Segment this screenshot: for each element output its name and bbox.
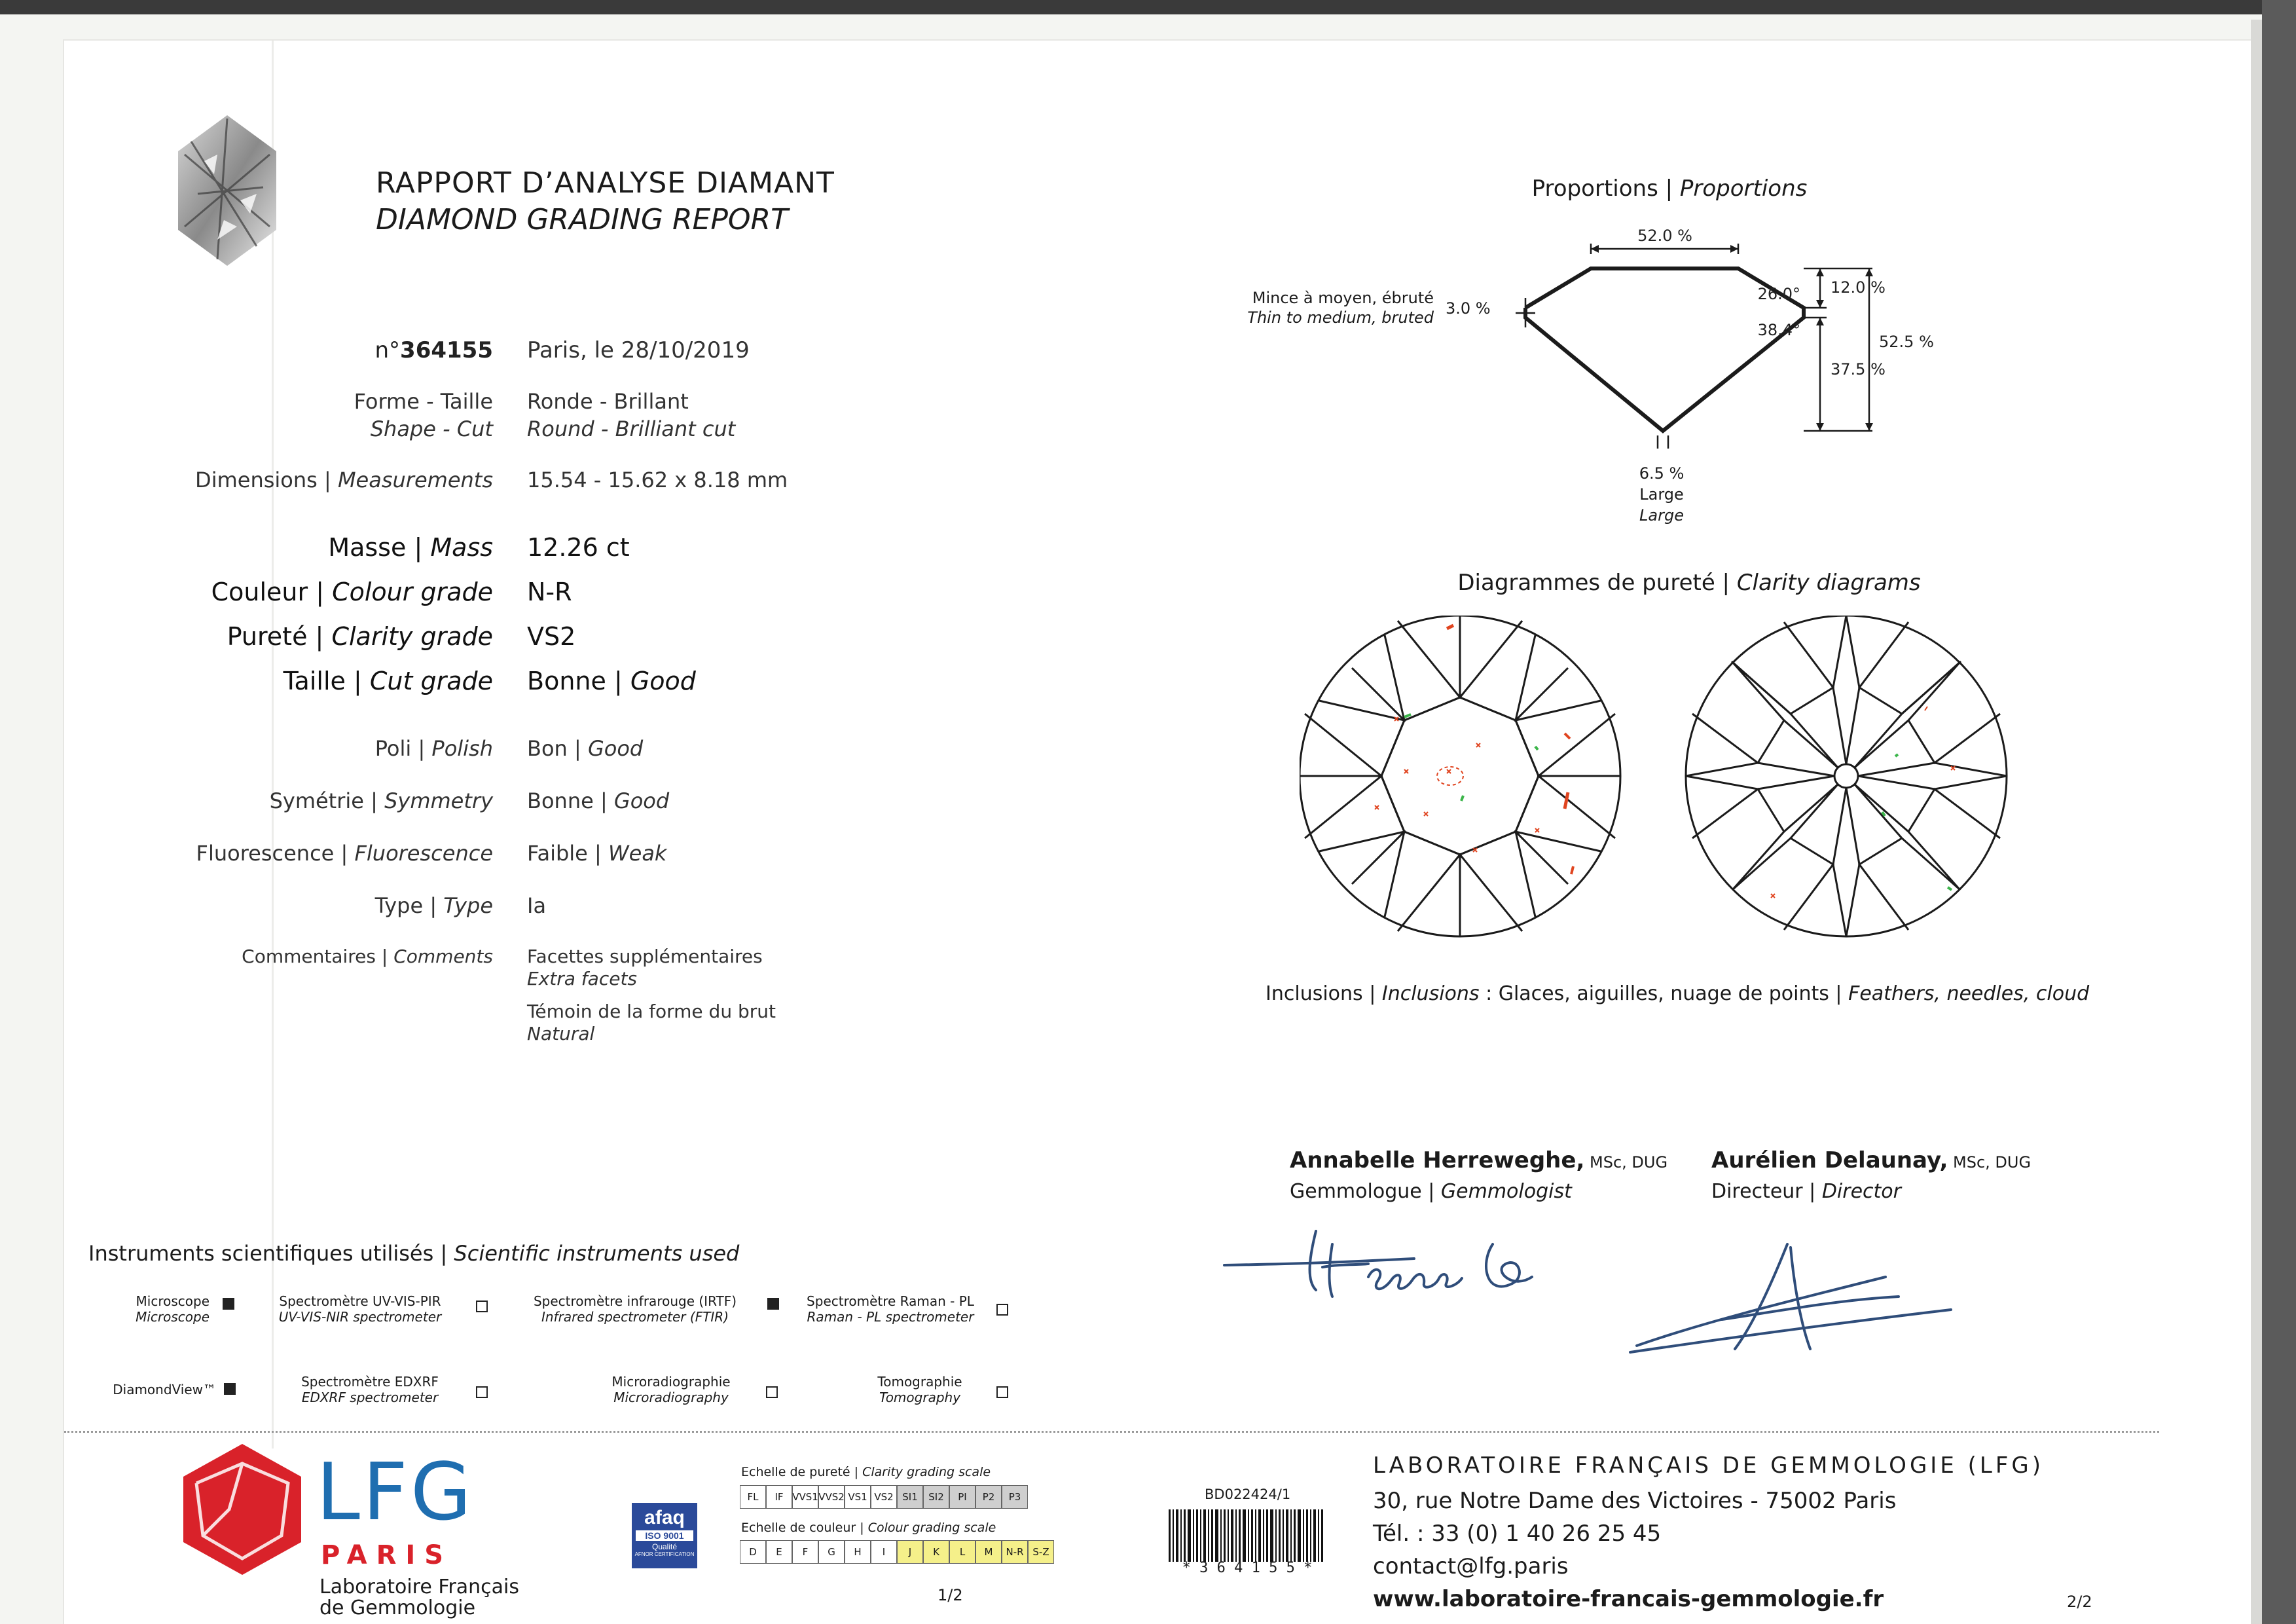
colour-scale-cell: N-R: [1002, 1540, 1028, 1564]
lab-website: www.laboratoire-francais-gemmologie.fr: [1373, 1586, 1884, 1612]
clarity-scale-cell: P2: [975, 1485, 1002, 1509]
cut-label: [48, 667, 493, 695]
fluorescence-value-en: Weak: [608, 841, 667, 866]
proportions-diagram: [1506, 223, 1964, 458]
barcode-text: * 3 6 4 1 5 5 *: [1182, 1560, 1313, 1576]
pavilion-view-diagram: [1686, 616, 2007, 936]
clarity-scale-cell: PI: [949, 1485, 975, 1509]
lfg-logo-sub1: Laboratoire Français: [319, 1576, 519, 1598]
symmetry-label-fr: Symétrie |: [269, 788, 385, 813]
colour-scale-title-fr: Echelle de couleur |: [741, 1521, 868, 1535]
culet-value: 6.5 %: [1639, 464, 1685, 483]
mass-label-en: Mass: [430, 533, 493, 562]
signatory-2-role: [1711, 1180, 2031, 1203]
scan-right-edge: [2262, 0, 2296, 1624]
instrument-7-en: Microradiography: [613, 1390, 729, 1405]
clarity-label-fr: Pureté |: [227, 622, 332, 651]
polish-label: [48, 736, 493, 761]
type-label: [48, 893, 493, 918]
colour-scale-title-en: Colour grading scale: [867, 1521, 996, 1535]
page-number-left: 1/2: [938, 1586, 963, 1604]
shape-value-fr: Ronde - Brillant: [527, 389, 689, 414]
lfg-logo-subtitle: [319, 1577, 519, 1619]
comments-list: [527, 946, 776, 1045]
mass-label: [48, 533, 493, 562]
shape-label-fr: Forme - Taille: [354, 389, 493, 414]
pavilion-angle: 38.4°: [1757, 321, 1800, 339]
comment-item-fr: Facettes supplémentaires: [527, 946, 763, 967]
colour-scale-cell: F: [792, 1540, 818, 1564]
mass-value: 12.26 ct: [527, 533, 630, 562]
colour-scale-cell: L: [949, 1540, 975, 1564]
symmetry-value-fr: Bonne |: [527, 788, 614, 813]
comment-item-en: Natural: [527, 1023, 595, 1044]
girdle-label-en: Thin to medium, bruted: [1247, 308, 1434, 327]
fluorescence-label: [48, 841, 493, 866]
signature-block-2: [1711, 1147, 2031, 1203]
lab-name: LABORATOIRE FRANÇAIS DE GEMMOLOGIE (LFG): [1373, 1452, 2044, 1479]
signature-block-1: [1290, 1147, 1667, 1203]
polish-value-en: Good: [587, 736, 644, 761]
symmetry-value: [527, 788, 669, 813]
clarity-scale-title: [741, 1465, 991, 1479]
scan-top-edge: [0, 0, 2296, 14]
signatory-1-role: [1290, 1180, 1667, 1203]
colour-label-en: Colour grade: [332, 578, 493, 606]
signatory-2-name: Aurélien Delaunay,: [1711, 1147, 1948, 1173]
shape-value-en: Round - Brilliant cut: [527, 416, 736, 441]
report-number-prefix: n°: [374, 337, 401, 363]
instruments-title: [88, 1241, 739, 1266]
pavilion-depth: 37.5 %: [1831, 360, 1886, 378]
clarity-scale-cell: SI1: [897, 1485, 923, 1509]
signatory-2: [1711, 1147, 2031, 1173]
clarity-scale-cell: VVS2: [818, 1485, 845, 1509]
clarity-diagrams: [1300, 616, 2033, 943]
colour-scale-cell: D: [740, 1540, 766, 1564]
clarity-scale-cell: SI2: [923, 1485, 949, 1509]
culet-label-en: Large: [1639, 506, 1684, 525]
instrument-4-en: Raman - PL spectrometer: [807, 1309, 974, 1325]
instrument-tomography: [851, 1374, 989, 1405]
afaq-bottom: AFNOR CERTIFICATION: [634, 1551, 695, 1557]
symmetry-value-en: Good: [613, 788, 670, 813]
clarity-scale-cell: VS2: [871, 1485, 897, 1509]
comment-item-fr: Témoin de la forme du brut: [527, 1001, 776, 1022]
afaq-top: afaq: [644, 1507, 685, 1528]
lab-email: contact@lfg.paris: [1373, 1553, 1569, 1579]
title-en: DIAMOND GRADING REPORT: [376, 203, 788, 236]
instrument-6-fr: Spectromètre EDXRF: [301, 1374, 439, 1390]
instrument-4-fr: Spectromètre Raman - PL: [807, 1293, 974, 1309]
measurements-value: 15.54 - 15.62 x 8.18 mm: [527, 468, 788, 492]
cut-label-fr: Taille |: [283, 667, 370, 695]
proportions-title: [1375, 175, 1964, 202]
signature-director: [1624, 1238, 1964, 1369]
instrument-8-fr: Tomographie: [877, 1374, 962, 1390]
measurements-label: [48, 468, 493, 492]
instrument-5-checkbox: [224, 1382, 236, 1395]
barcode-reference: BD022424/1: [1205, 1486, 1291, 1502]
culet-label: [1596, 463, 1727, 526]
symmetry-label-en: Symmetry: [384, 788, 493, 813]
colour-scale-cell: J: [897, 1540, 923, 1564]
instruments-title-fr: Instruments scientifiques utilisés |: [88, 1241, 454, 1266]
clarity-scale-title-en: Clarity grading scale: [862, 1465, 991, 1479]
lfg-logo-text: LFG: [316, 1447, 474, 1538]
measurements-label-fr: Dimensions |: [195, 468, 338, 492]
polish-value: [527, 736, 643, 761]
afaq-sub: Qualité: [651, 1542, 678, 1551]
instrument-diamondview: [85, 1382, 216, 1397]
instrument-2-en: UV-VIS-NIR spectrometer: [278, 1309, 442, 1325]
signatory-1: [1290, 1147, 1667, 1173]
scan-right-edge-light: [2251, 20, 2262, 1624]
polish-label-fr: Poli |: [374, 736, 432, 761]
lfg-logo-city: PARIS: [321, 1540, 453, 1570]
clarity-label-en: Clarity grade: [331, 622, 493, 651]
colour-scale-cell: S-Z: [1028, 1540, 1054, 1564]
type-value: Ia: [527, 893, 547, 918]
cut-value-en: Good: [630, 667, 696, 695]
instrument-edxrf: [282, 1374, 458, 1405]
lfg-logo-icon: [183, 1444, 301, 1575]
clarity-scale-cell: VS1: [845, 1485, 871, 1509]
instrument-1-en: Microscope: [136, 1309, 210, 1325]
colour-scale-cell: H: [845, 1540, 871, 1564]
page-number-right: 2/2: [2067, 1593, 2092, 1611]
colour-value: N-R: [527, 578, 572, 606]
lfg-logo-sub2: de Gemmologie: [319, 1596, 476, 1619]
instrument-1-fr: Microscope: [136, 1293, 210, 1309]
instruments-title-en: Scientific instruments used: [454, 1241, 740, 1266]
instrument-4-checkbox: [996, 1302, 1008, 1316]
girdle-label: [1152, 288, 1434, 327]
lab-phone: Tél. : 33 (0) 1 40 26 25 45: [1373, 1521, 1662, 1547]
fluorescence-label-fr: Fluorescence |: [196, 841, 355, 866]
instrument-7-fr: Microradiographie: [611, 1374, 731, 1390]
comment-item-en: Extra facets: [527, 968, 638, 989]
clarity-diagrams-title-fr: Diagrammes de pureté |: [1457, 570, 1737, 596]
polish-value-fr: Bon |: [527, 736, 588, 761]
instrument-6-checkbox: [476, 1385, 488, 1398]
title-fr: RAPPORT D’ANALYSE DIAMANT: [376, 166, 835, 200]
colour-scale-cell: E: [766, 1540, 792, 1564]
inclusions-label-en: Inclusions: [1381, 982, 1480, 1005]
lab-address: 30, rue Notre Dame des Victoires - 75002 Paris: [1373, 1488, 1897, 1514]
instrument-microradiography: [583, 1374, 759, 1405]
table-percent: 52.0 %: [1637, 227, 1692, 245]
clarity-scale-cell: P3: [1002, 1485, 1028, 1509]
instrument-5-fr: DiamondView™: [113, 1382, 216, 1397]
clarity-value: VS2: [527, 622, 576, 651]
comments-label-fr: Commentaires |: [242, 946, 394, 967]
signatory-2-role-en: Director: [1821, 1180, 1901, 1203]
fluorescence-value: [527, 841, 666, 866]
instrument-ftir: [517, 1293, 753, 1325]
colour-scale-cell: I: [871, 1540, 897, 1564]
proportions-title-fr: Proportions |: [1531, 175, 1680, 202]
inclusions-line: [1266, 982, 2089, 1005]
signatory-2-role-fr: Directeur |: [1711, 1180, 1822, 1203]
inclusions-fr: : Glaces, aiguilles, nuage de points |: [1479, 982, 1849, 1005]
clarity-scale-cell: FL: [740, 1485, 766, 1509]
polish-label-en: Polish: [431, 736, 493, 761]
instrument-7-checkbox: [766, 1385, 778, 1398]
cut-label-en: Cut grade: [369, 667, 493, 695]
cut-value: [527, 667, 696, 695]
diamond-photo-icon: [178, 115, 276, 266]
mass-label-fr: Masse |: [328, 533, 431, 562]
instrument-2-fr: Spectromètre UV-VIS-PIR: [279, 1293, 441, 1309]
crown-view-diagram: [1300, 616, 1620, 936]
instrument-6-en: EDXRF spectrometer: [301, 1390, 439, 1405]
colour-label: [48, 578, 493, 606]
colour-scale-title: [741, 1521, 996, 1535]
symmetry-label: [48, 788, 493, 813]
instrument-uv-vis-nir: [262, 1293, 458, 1325]
type-label-en: Type: [443, 893, 493, 918]
shape-label-en: Shape - Cut: [370, 416, 493, 441]
signatory-1-role-en: Gemmologist: [1440, 1180, 1572, 1203]
signature-gemmologist: [1218, 1218, 1558, 1310]
clarity-scale-cell: VVS1: [792, 1485, 818, 1509]
clarity-label: [48, 622, 493, 651]
clarity-scale-cell: IF: [766, 1485, 792, 1509]
afaq-mid: ISO 9001: [636, 1530, 693, 1541]
girdle-value: 3.0 %: [1446, 299, 1491, 318]
barcode: [1169, 1509, 1326, 1562]
crown-height: 12.0 %: [1831, 278, 1886, 297]
instrument-2-checkbox: [476, 1299, 488, 1312]
proportions-title-en: Proportions: [1679, 175, 1808, 202]
colour-scale: [740, 1540, 1054, 1564]
clarity-diagrams-title-en: Clarity diagrams: [1736, 570, 1921, 596]
comments-label: [48, 946, 493, 967]
girdle-label-fr: Mince à moyen, ébruté: [1252, 289, 1434, 307]
fluorescence-value-fr: Faible |: [527, 841, 608, 866]
crown-angle: 26.0°: [1757, 285, 1800, 303]
report-number-value: 364155: [400, 337, 493, 363]
clarity-diagrams-title: [1296, 570, 2082, 596]
cut-value-fr: Bonne |: [527, 667, 630, 695]
total-depth: 52.5 %: [1879, 333, 1934, 351]
culet-label-fr: Large: [1639, 485, 1684, 504]
instrument-3-fr: Spectromètre infrarouge (IRTF): [533, 1293, 737, 1309]
signatory-1-role-fr: Gemmologue |: [1290, 1180, 1441, 1203]
colour-label-fr: Couleur |: [211, 578, 333, 606]
clarity-scale: [740, 1485, 1028, 1509]
colour-scale-cell: G: [818, 1540, 845, 1564]
place-date: Paris, le 28/10/2019: [527, 337, 750, 363]
clarity-scale-title-fr: Echelle de pureté |: [741, 1465, 863, 1479]
instrument-1-checkbox: [223, 1297, 234, 1310]
instrument-8-checkbox: [996, 1385, 1008, 1398]
afaq-iso-badge: [632, 1503, 697, 1568]
instrument-3-checkbox: [767, 1297, 779, 1310]
signatory-1-name: Annabelle Herreweghe,: [1290, 1147, 1585, 1173]
comments-label-en: Comments: [393, 946, 493, 967]
instrument-3-en: Infrared spectrometer (FTIR): [541, 1309, 729, 1325]
footer-divider: [64, 1431, 2159, 1433]
colour-scale-cell: K: [923, 1540, 949, 1564]
type-label-fr: Type |: [374, 893, 444, 918]
report-number: [39, 337, 493, 363]
instrument-microscope: [105, 1293, 210, 1325]
measurements-label-en: Measurements: [337, 468, 493, 492]
signatory-2-degree: MSc, DUG: [1948, 1153, 2032, 1172]
inclusions-en: Feathers, needles, cloud: [1848, 982, 2090, 1005]
colour-scale-cell: M: [975, 1540, 1002, 1564]
instrument-8-en: Tomography: [879, 1390, 961, 1405]
fluorescence-label-en: Fluorescence: [354, 841, 493, 866]
instrument-raman: [786, 1293, 995, 1325]
inclusions-label-fr: Inclusions |: [1266, 982, 1382, 1005]
signatory-1-degree: MSc, DUG: [1584, 1153, 1668, 1172]
